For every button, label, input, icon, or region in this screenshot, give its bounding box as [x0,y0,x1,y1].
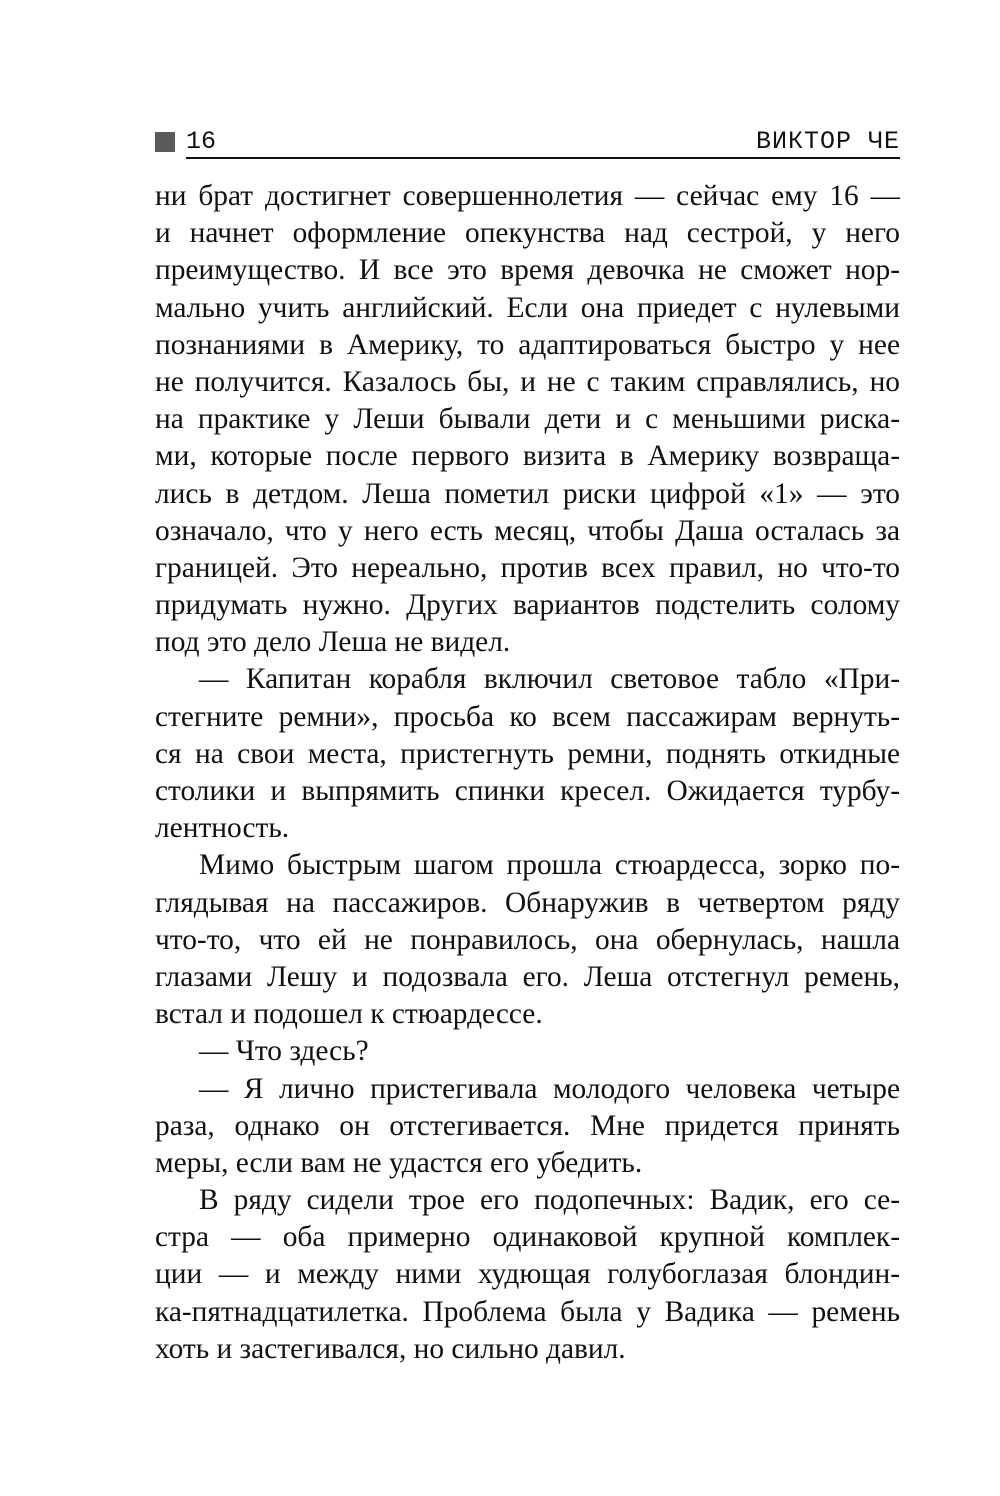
page-header [155,124,900,164]
text-line: раза, однако он отстегивается. Мне придется принять [155,1109,900,1142]
text-line: — Что здесь? [199,1035,369,1068]
text-line: и начнет оформление опекунства над сестрой, у него [155,217,900,250]
text-line: ции — и между ними худющая голубоглазая блондин- [155,1258,900,1291]
text-line: ся на свои места, пристегнуть ремни, поднять откидные [155,737,900,770]
text-line: В ряду сидели трое его подопечных: Вадик, его се- [199,1184,900,1217]
text-line: преимущество. И все это время девочка не сможет нор- [155,254,900,287]
text-line: ми, которые после первого визита в Америку возвраща- [155,440,900,473]
text-line: хоть и застегивался, но сильно давил. [155,1332,626,1365]
text-line: стегните ремни», просьба ко всем пассажирам вернуть- [155,700,900,733]
text-line: — Капитан корабля включил световое табло «При- [199,663,900,696]
page-marker-square [155,132,175,152]
text-line: познаниями в Америку, то адаптироваться быстро у нее [155,328,900,361]
text-line: границей. Это нереально, против всех правил, но что-то [155,551,900,584]
text-line: ни брат достигнет совершеннолетия — сейчас ему 16 — [155,180,900,212]
text-line: — Я лично пристегивала молодого человека четыре [199,1072,900,1105]
text-line: глядывая на пассажиров. Обнаружив в четвертом ряду [155,886,900,919]
text-line: придумать нужно. Других вариантов подстелить солому [155,589,900,622]
text-line: ка-пятнадцатилетка. Проблема была у Вадика — ремень [155,1295,900,1328]
text-line: встал и подошел к стюардессе. [155,998,543,1031]
text-line: что-то, что ей не понравилось, она обернулась, нашла [155,923,900,956]
text-line: меры, если вам не удастся его убедить. [155,1146,643,1179]
running-head-author: ВИКТОР ЧЕ [755,127,900,156]
text-line: мально учить английский. Если она приедет с нулевыми [155,291,900,324]
text-line: лись в детдом. Леша пометил риски цифрой «1» — это [155,477,900,510]
text-line: на практике у Леши бывали дети и с меньшими риска- [155,403,900,436]
header-rule [186,157,900,159]
text-line: лентность. [155,812,290,845]
text-line: столики и выпрямить спинки кресел. Ожидается турбу- [155,775,900,807]
text-line: означало, что у него есть месяц, чтобы Даша осталась за [155,514,900,547]
text-line: не получится. Казалось бы, и не с таким справлялись, но [155,365,900,398]
text-line: глазами Лешу и подозвала его. Леша отстегнул ремень, [155,960,900,993]
page-number: 16 [186,127,217,156]
body-text [155,178,900,1368]
text-line: стра — оба примерно одинаковой крупной комплек- [155,1221,900,1254]
text-line: Мимо быстрым шагом прошла стюардесса, зорко по- [199,849,900,882]
text-line: под это дело Леша не видел. [155,626,511,659]
